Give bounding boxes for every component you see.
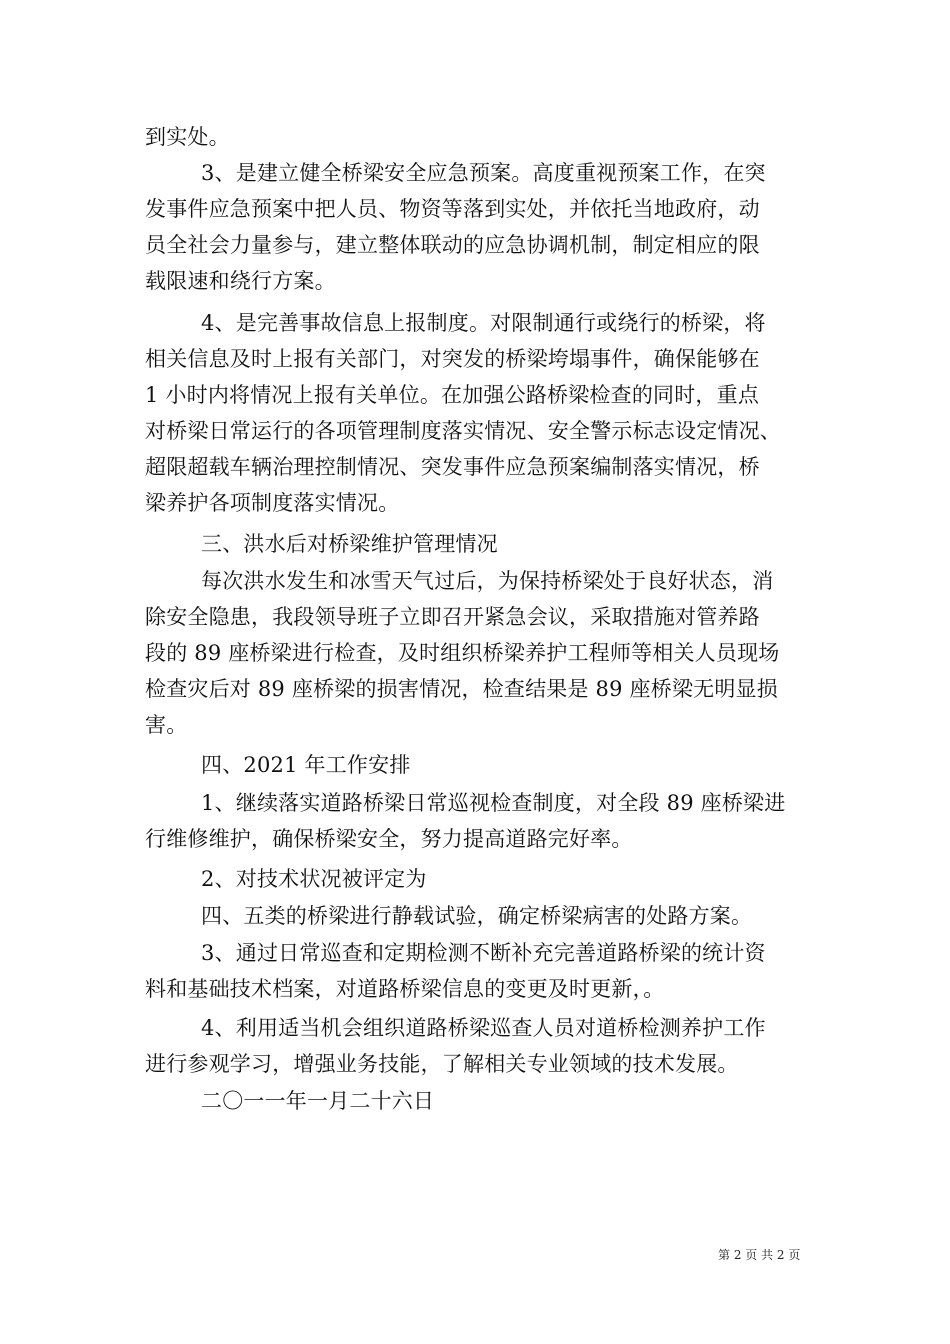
text-line: 4、利用适当机会组织道路桥梁巡查人员对道桥检测养护工作 [201,1016,766,1040]
text-line: 载限速和绕行方案。 [145,269,336,293]
text-line: 段的 89 座桥梁进行检查，及时组织桥梁养护工程师等相关人员现场 [145,641,780,665]
text-line: 四、五类的桥梁进行静载试验，确定桥梁病害的处路方案。 [201,904,753,928]
text-line: 1 小时内将情况上报有关单位。在加强公路桥梁检查的同时，重点 [145,383,760,407]
text-line: 料和基础技术档案，对道路桥梁信息的变更及时更新，。 [145,977,665,1001]
text-line: 4、是完善事故信息上报制度。对限制通行或绕行的桥梁，将 [201,311,766,335]
text-line: 相关信息及时上报有关部门，对突发的桥梁垮塌事件，确保能够在 [145,347,760,371]
text-line: 梁养护各项制度落实情况。 [145,491,400,515]
page-number: 第 2 页 共 2 页 [718,1248,801,1262]
text-line: 除安全隐患，我段领导班子立即召开紧急会议，采取措施对管养路 [145,605,760,629]
section-heading: 三、洪水后对桥梁维护管理情况 [201,532,498,556]
text-line: 2、对技术状况被评定为 [201,867,427,891]
text-line: 每次洪水发生和冰雪天气过后，为保持桥梁处于良好状态，消 [201,569,774,593]
text-line: 发事件应急预案中把人员、物资等落到实处，并依托当地政府，动 [145,197,760,221]
text-line: 到实处。 [145,125,230,149]
text-line: 检查灾后对 89 座桥梁的损害情况，检查结果是 89 座桥梁无明显损 [145,677,778,701]
text-line: 行维修维护，确保桥梁安全，努力提高道路完好率。 [145,827,633,851]
text-line: 1、继续落实道路桥梁日常巡视检查制度，对全段 89 座桥梁进 [201,791,786,815]
text-line: 进行参观学习，增强业务技能，了解相关专业领域的技术发展。 [145,1052,739,1076]
text-line: 员全社会力量参与，建立整体联动的应急协调机制，制定相应的限 [145,233,760,257]
text-line: 对桥梁日常运行的各项管理制度落实情况、安全警示标志设定情况、 [145,419,781,443]
text-line: 超限超载车辆治理控制情况、突发事件应急预案编制落实情况，桥 [145,455,760,479]
text-line: 3、是建立健全桥梁安全应急预案。高度重视预案工作，在突 [201,161,766,185]
text-line: 3、通过日常巡查和定期检测不断补充完善道路桥梁的统计资 [201,941,766,965]
section-heading: 四、2021 年工作安排 [201,753,411,777]
text-line: 害。 [145,713,188,737]
signature-date: 二〇一一年一月二十六日 [201,1089,435,1113]
